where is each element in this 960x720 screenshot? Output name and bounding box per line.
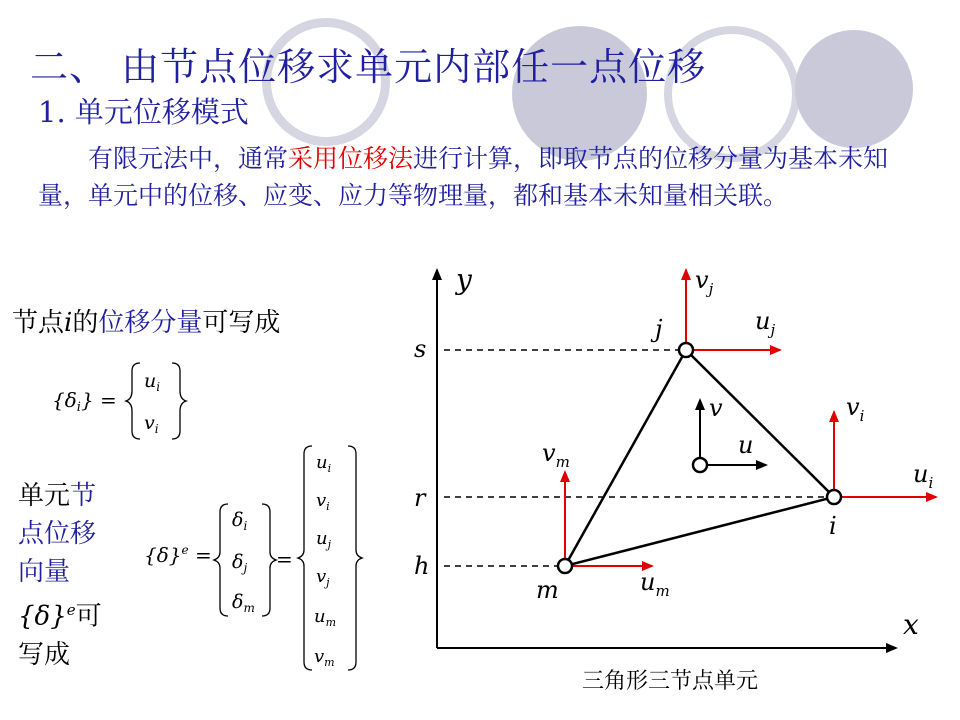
elem-text-l4a: {δ} — [18, 601, 67, 632]
node-i — [827, 490, 841, 504]
elem-text-l4sup: e — [66, 601, 76, 619]
intro-text-4: 进行计算，即取节点的位移分量为基本未知量，单元中的位移、应变、应力等物理量，都和基本未知量相关联。 — [38, 144, 889, 210]
elem-vector-mid-1: $\delta_i$ — [232, 509, 248, 533]
tick-h: h — [414, 552, 430, 580]
node-vector-top: $u_i$ — [144, 370, 161, 394]
node-m — [558, 559, 572, 573]
node-line-suffix: 可写成 — [202, 308, 281, 338]
elem-vector-lhs: $\{\delta\}^e$ = — [144, 543, 212, 567]
tick-s: s — [414, 335, 427, 363]
elem-text-l3: 向量 — [18, 557, 71, 587]
elem-vector-right-6: $v_m$ — [314, 646, 335, 669]
intro-text-1: 有限元法中，通常 — [88, 144, 289, 173]
vi-label: $v_i$ — [846, 393, 865, 425]
elem-text-l1b: 节 — [70, 481, 97, 511]
intro-highlight: 位移法 — [338, 144, 414, 173]
uj-label: $u_j$ — [755, 307, 776, 339]
node-i-label: i — [829, 512, 837, 540]
elem-text-l1a: 单元 — [18, 481, 71, 511]
u-label: u — [738, 431, 754, 459]
diagram-caption: 三角形三节点单元 — [582, 669, 759, 694]
node-line-blue: 位移分量 — [98, 308, 203, 338]
um-label: $u_m$ — [640, 568, 670, 600]
y-axis-label: y — [456, 263, 472, 296]
elem-text-l5: 写成 — [18, 639, 71, 670]
node-line-mid: 的 — [72, 308, 99, 338]
node-line-var: i — [64, 308, 73, 338]
ui-label: $u_i$ — [913, 460, 934, 492]
node-vector-lhs: $\{\delta_i\}$ = — [52, 388, 117, 415]
node-j-label: j — [655, 315, 663, 343]
section-subtitle: 1. 单元位移模式 — [38, 95, 249, 129]
elem-text-l4b: 可 — [75, 601, 102, 632]
elem-vector-right-1: $u_i$ — [316, 452, 332, 475]
x-axis-label: x — [903, 608, 919, 641]
node-m-label: m — [536, 576, 559, 604]
elem-vector-eq: = — [276, 547, 293, 571]
elem-vector-right-4: $v_j$ — [316, 566, 330, 589]
elem-vector-mid-3: $\delta_m$ — [232, 591, 255, 615]
node-j — [679, 343, 693, 357]
vj-label: $v_j$ — [695, 266, 714, 298]
node-vector-bottom: $v_i$ — [144, 412, 159, 436]
elem-vector-right-3: $u_j$ — [316, 528, 332, 551]
elem-vector-mid-2: $\delta_j$ — [232, 551, 248, 575]
internal-point — [693, 458, 707, 472]
elem-text-l2: 点位移 — [18, 519, 97, 549]
tick-r: r — [414, 484, 426, 512]
node-line-prefix: 节点 — [12, 308, 65, 338]
vm-label: $v_m$ — [542, 439, 570, 471]
page-title: 二、 由节点位移求单元内部任一点位移 — [30, 45, 707, 89]
elem-vector-right-2: $v_i$ — [316, 490, 330, 513]
elem-vector-right-5: $u_m$ — [314, 606, 337, 629]
v-label: v — [709, 394, 723, 422]
intro-text-2: 采用 — [288, 144, 339, 173]
